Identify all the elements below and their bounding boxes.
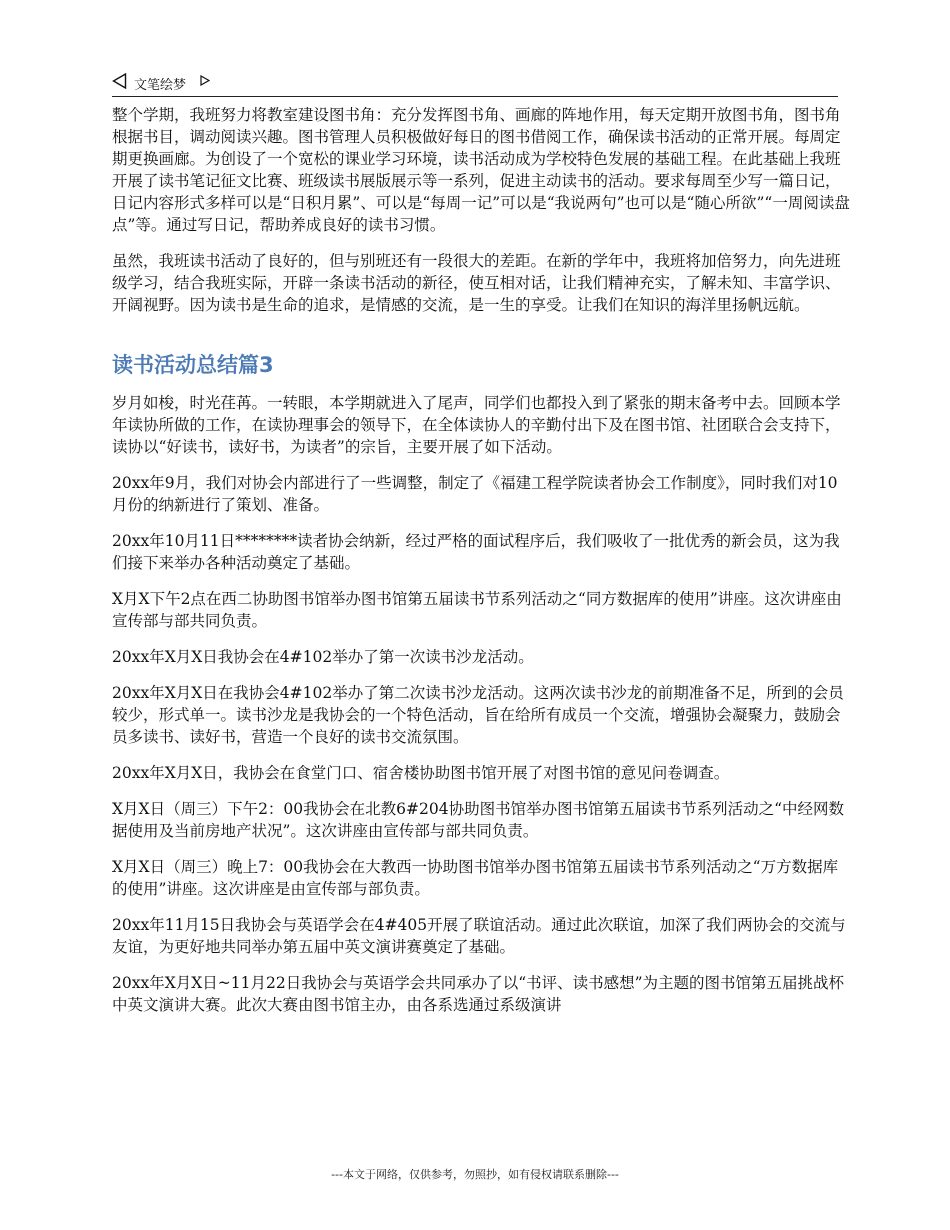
paragraph: 20xx年X月X日~11月22日我协会与英语学会共同承办了以“书评、读书感想”为主题的图书馆第五届挑战杯中英文演讲大赛。此次大赛由图书馆主办，由各系选通过系级演讲 <box>112 974 845 1014</box>
paragraph: 整个学期，我班努力将教室建设图书角：充分发挥图书角、画廊的阵地作用，每天定期开放图书角，图书角根据书目，调动阅读兴趣。图书管理人员积极做好每日的图书借阅工作，确保读书活动的正常开展。每周定期更换画廊。为创设了一个宽松的课业学习环境，读书活动成为学校特色发展的基础工程。在此基础上我班开展了读书笔记征文比赛、班级读书展版展示等一系列，促进主动读书的活动。要求每周至少写一篇日记，日记内容形式多样可以是“日积月累”、可以是“每周一记”可以是“我说两句”也可以是“随心所欲”“一周阅读盘点”等。通过写日记，帮助养成良好的读书习惯。 <box>112 106 850 234</box>
paragraph: X月X日（周三）下午2：00我协会在北教6#204协助图书馆举办图书馆第五届读书节系列活动之“中经网数据使用及当前房地产状况”。这次讲座由宣传部与部共同负责。 <box>112 800 845 840</box>
paragraph: X月X日（周三）晚上7：00我协会在大教西一协助图书馆举办图书馆第五届读书节系列活动之“万方数据库的使用”讲座。这次讲座是由宣传部与部负责。 <box>112 858 839 898</box>
triangle-left-outline-icon <box>112 73 127 89</box>
paragraph: X月X下午2点在西二协助图书馆举办图书馆第五届读书节系列活动之“同方数据库的使用”讲座。这次讲座由宣传部与部共同负责。 <box>112 590 842 630</box>
page-header <box>112 70 838 97</box>
paragraph: 20xx年X月X日我协会在4#102举办了第一次读书沙龙活动。 <box>112 648 534 666</box>
paragraph: 20xx年X月X日，我协会在食堂门口、宿舍楼协助图书馆开展了对图书馆的意见问卷调查。 <box>112 764 730 782</box>
paragraph: 20xx年11月15日我协会与英语学会在4#405开展了联谊活动。通过此次联谊，加深了我们两协会的交流与友谊，为更好地共同举办第五届中英文演讲赛奠定了基础。 <box>112 916 846 956</box>
paragraph: 20xx年X月X日在我协会4#102举办了第二次读书沙龙活动。这两次读书沙龙的前期准备不足，所到的会员较少，形式单一。读书沙龙是我协会的一个特色活动，旨在给所有成员一个交流，增强协会凝聚力，鼓励会员多读书、读好书，营造一个良好的读书交流氛围。 <box>112 684 844 746</box>
triangle-right-outline-icon <box>200 75 210 86</box>
document-body <box>112 104 852 1030</box>
paragraph: 20xx年10月11日********读者协会纳新，经过严格的面试程序后，我们吸收了一批优秀的新会员，这为我们接下来举办各种活动奠定了基础。 <box>112 532 840 572</box>
brand-name: 文笔绘梦 <box>134 78 187 93</box>
paragraph: 虽然，我班读书活动了良好的，但与别班还有一段很大的差距。在新的学年中，我班将加倍努力，向先进班级学习，结合我班实际，开辟一条读书活动的新径，使互相对话，让我们精神充实，了解未知、丰富学识、开阔视野。因为读书是生命的追求，是情感的交流，是一生的享受。让我们在知识的海洋里扬帆远航。 <box>112 252 841 314</box>
paragraph: 20xx年9月，我们对协会内部进行了一些调整，制定了《福建工程学院读者协会工作制度》，同时我们对10月份的纳新进行了策划、准备。 <box>112 474 838 514</box>
section-title: 读书活动总结篇3 <box>112 353 274 377</box>
paragraph: 岁月如梭，时光荏苒。一转眼，本学期就进入了尾声，同学们也都投入到了紧张的期末备考中去。回顾本学年读协所做的工作，在读协理事会的领导下，在全体读协人的辛勤付出下及在图书馆、社团联合会支持下，读协以“好读书，读好书，为读者”的宗旨，主要开展了如下活动。 <box>112 394 841 456</box>
page-footer: ---本文于网络，仅供参考，勿照抄，如有侵权请联系删除--- <box>331 1168 619 1181</box>
